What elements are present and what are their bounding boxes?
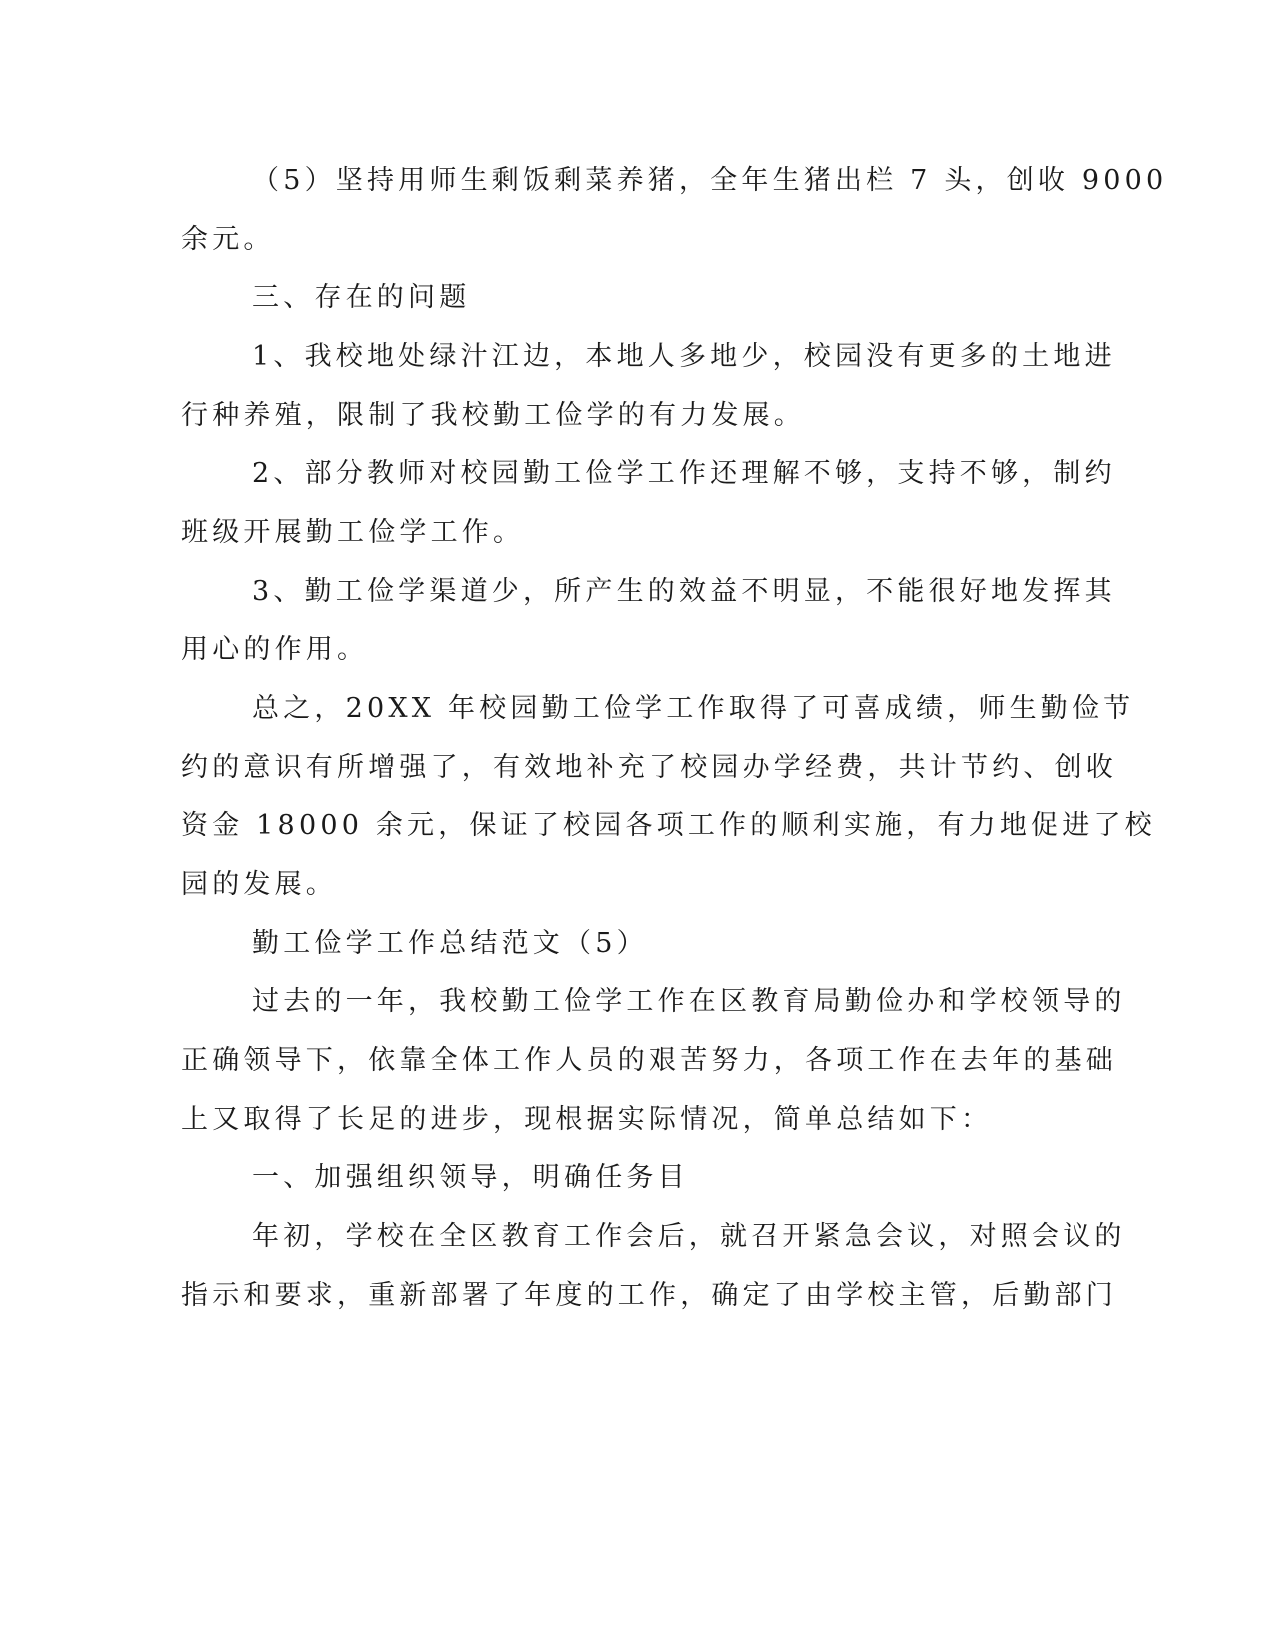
text-line: 行种养殖，限制了我校勤工俭学的有力发展。 (181, 400, 805, 431)
text-line: 2、部分教师对校园勤工俭学工作还理解不够，支持不够，制约 (252, 458, 1116, 489)
text-line: 班级开展勤工俭学工作。 (181, 517, 525, 548)
text-line: 用心的作用。 (181, 634, 369, 665)
text-line: 过去的一年，我校勤工俭学工作在区教育局勤俭办和学校领导的 (252, 986, 1126, 1017)
text-line: 年初，学校在全区教育工作会后，就召开紧急会议，对照会议的 (252, 1221, 1126, 1252)
section-heading: 三、存在的问题 (252, 282, 471, 313)
text-line: 余元。 (181, 224, 275, 255)
text-line: 指示和要求，重新部署了年度的工作，确定了由学校主管，后勤部门 (181, 1280, 1117, 1311)
text-line: （5）坚持用师生剩饭剩菜养猪，全年生猪出栏 7 头，创收 9000 (252, 165, 1168, 196)
text-line: 上又取得了长足的进步，现根据实际情况，简单总结如下： (181, 1104, 993, 1135)
text-line: 总之，20XX 年校园勤工俭学工作取得了可喜成绩，师生勤俭节 (252, 693, 1135, 724)
document-title: 勤工俭学工作总结范文（5） (252, 928, 648, 959)
text-line: 资金 18000 余元，保证了校园各项工作的顺利实施，有力地促进了校 (181, 810, 1156, 841)
text-line: 3、勤工俭学渠道少，所产生的效益不明显，不能很好地发挥其 (252, 576, 1116, 607)
text-line: 1、我校地处绿汁江边，本地人多地少，校园没有更多的土地进 (252, 341, 1116, 372)
text-line: 约的意识有所增强了，有效地补充了校园办学经费，共计节约、创收 (181, 752, 1117, 783)
section-heading: 一、加强组织领导，明确任务目 (252, 1162, 689, 1193)
text-line: 正确领导下，依靠全体工作人员的艰苦努力，各项工作在去年的基础 (181, 1045, 1117, 1076)
text-line: 园的发展。 (181, 869, 337, 900)
